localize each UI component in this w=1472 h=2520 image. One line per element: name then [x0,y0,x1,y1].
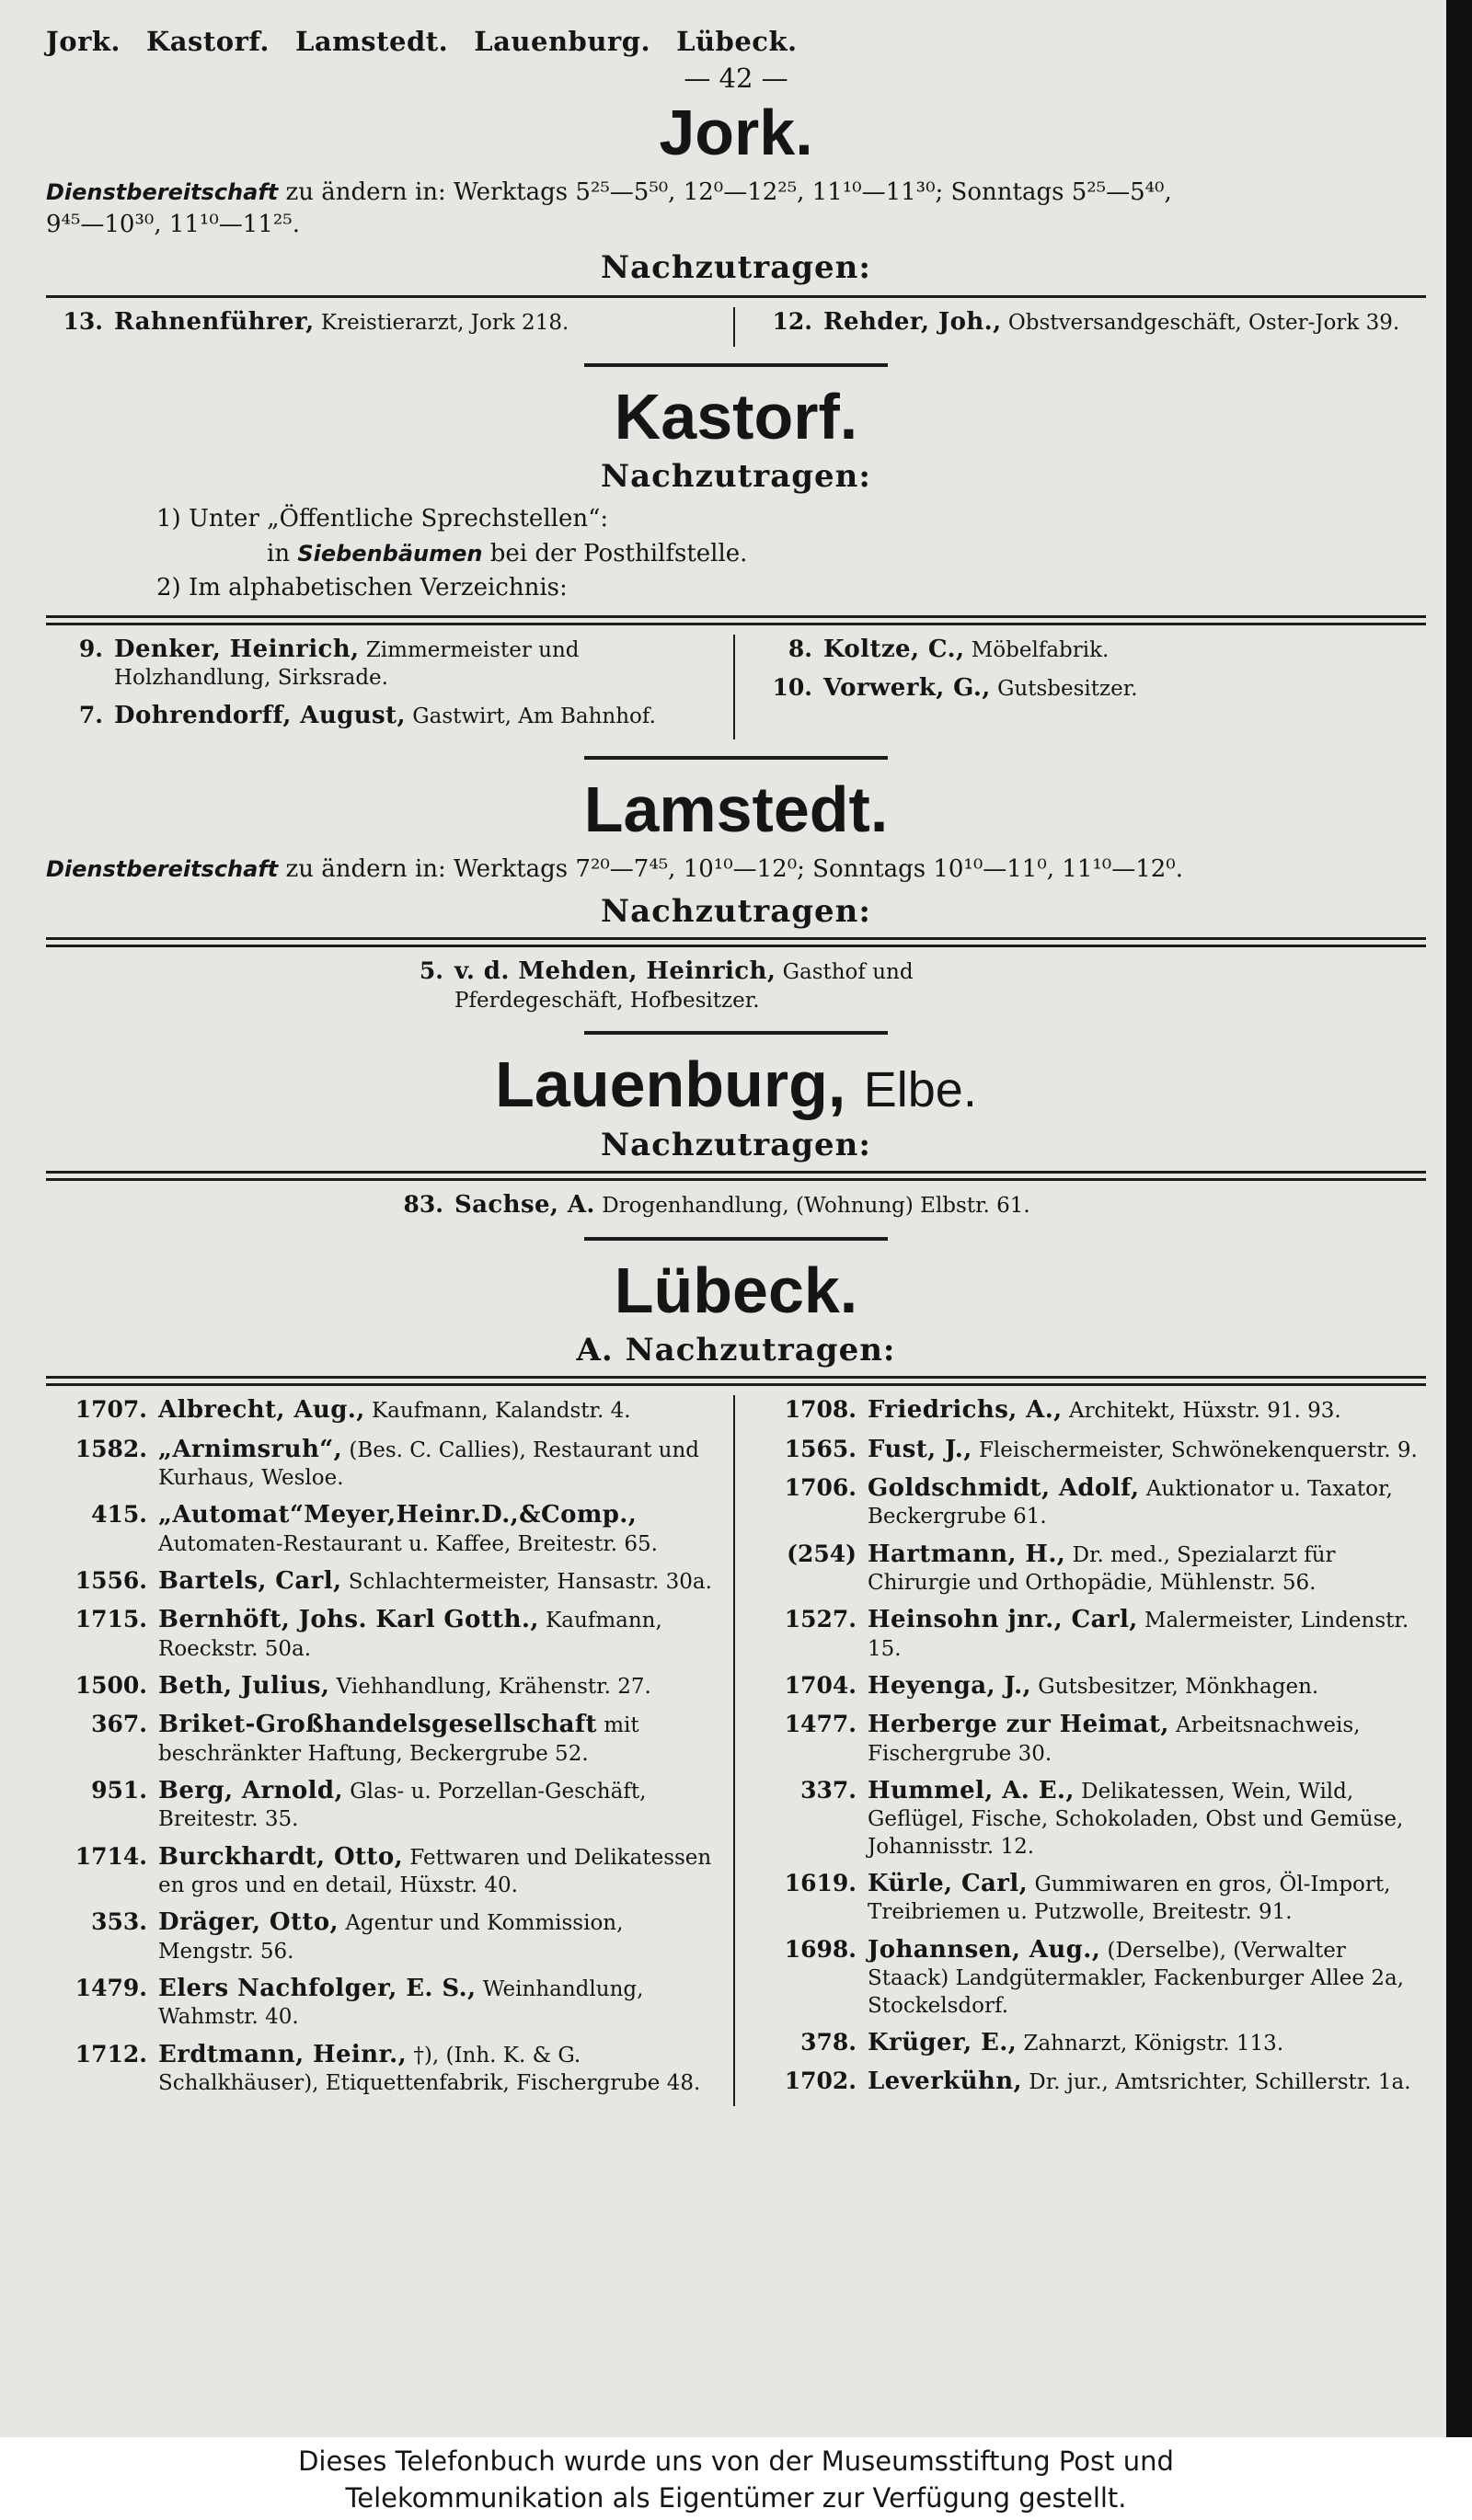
entry-desc: Gastwirt, Am Bahnhof. [412,704,656,728]
entry-desc: Arbeitsnachweis, Fischergrube 30. [868,1713,1361,1766]
entry-name: Berg, Arnold, [158,1777,343,1804]
entry-desc: Gutsbesitzer. [997,677,1138,702]
town-title-jork: Jork. [659,97,813,168]
note-line: 2) Im alphabetischen Verzeichnis: [156,574,568,602]
divider [46,1171,1426,1181]
entry-number: 13. [63,308,103,336]
entry-name: Friedrichs, A., [868,1396,1063,1425]
entry-name: Burckhardt, Otto, [158,1842,404,1871]
list-item [46,1907,717,1965]
entry-number: 1702. [784,2068,857,2095]
list-item [46,1566,717,1597]
entry-desc: †), (Inh. K. & G. Schalkhäuser), Etiquettenfabrik, Fischergrube 48. [158,2043,701,2096]
entry-desc: Möbelfabrik. [971,638,1110,663]
entry-desc: Gutsbesitzer, Mönkhagen. [1038,1675,1319,1700]
entry-desc: Malermeister, Lindenstr. 15. [868,1609,1409,1661]
entry-number: 8. [788,636,812,663]
entry-number: 1704. [784,1672,857,1700]
entry-number: 1527. [784,1606,857,1633]
list-item [755,1473,1426,1531]
entry-name: Briket-Großhandelsgesellschaft [158,1711,597,1739]
section-heading: A. Nachzutragen: [576,1332,896,1369]
entry-number: 5. [419,957,443,985]
entry-desc: Kreistierarzt, Jork 218. [320,311,569,336]
list-item [46,1842,717,1900]
entry-name: „Arnimsruh“, [158,1435,343,1463]
entry-number: 1706. [784,1473,857,1501]
entry-desc: Fleischermeister, Schwönekenquerstr. 9. [978,1438,1418,1462]
entry-desc: Weinhandlung, Wahmstr. 40. [158,1977,644,2030]
list-item [46,307,717,338]
entry-number: 367. [91,1711,147,1738]
entry-number: 12. [772,308,812,336]
entry-desc: Gummiwaren en gros, Öl-Import, Treibriemen u. Putzwolle, Breitestr. 91. [868,1873,1391,1925]
entry-number: 1565. [784,1435,857,1462]
list-item [755,1776,1426,1861]
running-head-item: Lauenburg. [474,26,651,57]
list-item [755,2067,1426,2097]
footer-line: Dieses Telefonbuch wurde uns von der Museumsstiftung Post und [298,2446,1174,2477]
entry-name: Fust, J., [868,1435,972,1463]
entry-desc: Automaten-Restaurant u. Kaffee, Breitestr. 65. [158,1531,658,1556]
divider [46,937,1426,947]
entry-number: 83. [403,1190,443,1218]
footer-credit [0,2437,1472,2520]
section-heading: Nachzutragen: [601,1126,871,1163]
list-item [755,1671,1426,1701]
page-edge-shadow [1446,0,1472,2437]
entry-name: Bartels, Carl, [158,1567,342,1596]
entry-name: Herberge zur Heimat, [868,1711,1169,1739]
list-item [755,1935,1426,2020]
section-divider [584,1237,888,1241]
town-title-luebeck: Lübeck. [614,1254,858,1326]
list-item [46,1974,717,2032]
entry-name: Erdtmann, Heinr., [158,2040,408,2068]
list-item [46,2040,717,2098]
entry-number: 1619. [784,1870,857,1897]
entry-number: 9. [78,636,103,663]
list-item [46,1605,717,1663]
entry-name: Elers Nachfolger, E. S., [158,1975,477,2003]
entries-kastorf [46,635,1426,739]
entry-name: v. d. Mehden, Heinrich, [454,957,776,986]
list-item [755,635,1426,665]
entry-name: Leverkühn, [868,2068,1022,2096]
entry-desc: Kaufmann, Roeckstr. 50a. [158,1609,662,1661]
list-item [755,1395,1426,1426]
entry-desc: (Bes. C. Callies), Restaurant und Kurhaus, Wesloe. [158,1438,700,1490]
list-item [755,1435,1426,1465]
duty-label: Dienstbereitschaft [46,855,279,882]
entry-name: Beth, Julius, [158,1672,330,1701]
page-number: — 42 — [684,63,788,94]
running-head [46,26,1426,57]
entry-desc: Dr. jur., Amtsrichter, Schillerstr. 1a. [1029,2070,1411,2095]
entry-name: Sachse, A. [454,1190,595,1219]
running-head-item: Lamstedt. [294,26,449,57]
entry-name: Dräger, Otto, [158,1908,339,1937]
list-item [755,1710,1426,1768]
duty-text: zu ändern in: Werktags 7²⁰—7⁴⁵, 10¹⁰—12⁰; Sonntags 10¹⁰—11⁰, 11¹⁰—12⁰. [278,854,1183,883]
running-head-item: Jork. [46,26,121,57]
section-divider [584,756,888,760]
entry-desc: Zimmermeister und Holzhandlung, Sirksrade. [114,638,580,691]
entry-name: Heyenga, J., [868,1672,1031,1701]
entry-name: Rahnenführer, [114,308,315,337]
list-item [755,673,1426,704]
town-title-lamstedt: Lamstedt. [583,773,889,846]
note-text: in [267,539,298,567]
entry-number: 1698. [784,1935,857,1963]
footer-line: Telekommunikation als Eigentümer zur Verfügung gestellt. [345,2482,1127,2514]
section-divider [584,363,888,367]
list-item [386,1190,1086,1220]
list-item [46,1395,717,1426]
duty-hours-jork [46,177,1426,243]
entry-name: Kürle, Carl, [868,1870,1029,1898]
entry-name: Denker, Heinrich, [114,636,360,664]
entry-number: 951. [91,1777,147,1804]
entry-number: 337. [800,1777,857,1804]
entry-name: Vorwerk, G., [823,674,991,703]
entry-number: 10. [772,674,812,702]
entry-desc: Fettwaren und Delikatessen en gros und en detail, Hüxstr. 40. [158,1845,712,1897]
list-item [386,956,1086,1014]
entry-name: Rehder, Joh., [823,308,1002,337]
divider [46,1376,1426,1386]
running-head-item: Lübeck. [676,26,798,57]
entry-number: 1500. [75,1672,147,1700]
entry-name: Dohrendorff, August, [114,701,406,729]
entry-number: 415. [91,1501,147,1529]
page-content [46,26,1426,2106]
section-heading: Nachzutragen: [601,249,871,287]
entry-name: Krüger, E., [868,2028,1018,2056]
entry-name: „Automat“Meyer,Heinr.D.,&Comp., [158,1501,638,1529]
list-item [46,701,717,731]
list-item [46,1435,717,1493]
entry-number: (254) [787,1540,857,1567]
entry-number: 1477. [784,1711,857,1738]
list-item [755,307,1426,338]
list-item [46,1710,717,1768]
entries-luebeck [46,1395,1426,2105]
note-text: bei der Posthilfstelle. [482,539,748,567]
entry-name: Hummel, A. E., [868,1777,1075,1804]
entry-desc: Obstversandgeschäft, Oster-Jork 39. [1007,311,1400,336]
entry-number: 1712. [75,2040,147,2068]
list-item [46,1500,717,1558]
duty-text: 9⁴⁵—10³⁰, 11¹⁰—11²⁵. [46,211,300,239]
entry-number: 1479. [75,1975,147,2002]
entry-desc: Architekt, Hüxstr. 91. 93. [1068,1399,1341,1424]
list-item [755,2028,1426,2058]
running-head-item: Kastorf. [146,26,270,57]
divider [46,615,1426,625]
entry-name: Hartmann, H., [868,1540,1066,1568]
entry-number: 1715. [75,1606,147,1633]
entry-name: Koltze, C., [823,636,965,664]
entry-number: 1582. [75,1435,147,1462]
note-place: Siebenbäumen [297,540,483,567]
town-name: Lauenburg, [495,1048,846,1121]
column-right [735,1395,1426,2105]
entry-name: Goldschmidt, Adolf, [868,1473,1140,1502]
entry-desc: Schlachtermeister, Hansastr. 30a. [348,1570,712,1595]
entry-name: Bernhöft, Johs. Karl Gotth., [158,1606,539,1634]
duty-hours-lamstedt [46,853,1426,887]
entry-name: Albrecht, Aug., [158,1396,365,1425]
entry-number: 1708. [784,1396,857,1424]
entry-desc: Drogenhandlung, (Wohnung) Elbstr. 61. [602,1193,1030,1218]
duty-label: Dienstbereitschaft [46,178,279,205]
entry-desc: Auktionator u. Taxator, Beckergrube 61. [868,1476,1393,1529]
entries-jork [46,307,1426,346]
entry-number: 353. [91,1908,147,1936]
entry-name: Johannsen, Aug., [868,1935,1101,1964]
entry-number: 7. [78,701,103,728]
column-left [46,1395,735,2105]
entry-name: Heinsohn jnr., Carl, [868,1606,1138,1634]
list-item [46,1776,717,1834]
town-title-kastorf: Kastorf. [614,380,858,452]
entry-desc: Gasthof und Pferdegeschäft, Hofbesitzer. [454,960,914,1013]
entry-desc: Dr. med., Spezialarzt für Chirurgie und Orthopädie, Mühlenstr. 56. [868,1542,1336,1595]
entry-desc: Delikatessen, Wein, Wild, Geflügel, Fische, Schokoladen, Obst und Gemüse, Johannisstr. 12. [868,1780,1404,1859]
list-item [46,1671,717,1701]
entry-desc: Zahnarzt, Königstr. 113. [1023,2031,1284,2056]
note-line: 1) Unter „Öffentliche Sprechstellen“: [156,505,609,533]
entry-number: 1556. [75,1567,147,1595]
list-item [755,1540,1426,1598]
entry-number: 1714. [75,1842,147,1870]
duty-text: zu ändern in: Werktags 5²⁵—5⁵⁰, 12⁰—12²⁵, 11¹⁰—11³⁰; Sonntags 5²⁵—5⁴⁰, [278,178,1172,206]
section-heading: Nachzutragen: [601,458,871,496]
entry-number: 378. [800,2028,857,2056]
entry-desc: mit beschränkter Haftung, Beckergrube 52. [158,1713,639,1766]
list-item [755,1869,1426,1927]
entry-desc: (Derselbe), (Verwalter Staack) Landgütermakler, Fackenburger Allee 2a, Stockelsdorf. [868,1938,1404,2018]
entry-desc: Kaufmann, Kalandstr. 4. [372,1399,631,1424]
list-item [46,635,717,693]
section-divider [584,1031,888,1035]
entry-number: 1707. [75,1396,147,1424]
entry-desc: Agentur und Kommission, Mengstr. 56. [158,1911,624,1964]
note-line [156,537,1426,572]
kastorf-notes [156,502,1426,606]
entry-desc: Viehhandlung, Krähenstr. 27. [336,1675,651,1700]
list-item [755,1605,1426,1663]
entry-desc: Glas- u. Porzellan-Geschäft, Breitestr. 35. [158,1780,647,1832]
divider [46,295,1426,298]
town-subtitle: Elbe. [863,1062,977,1118]
town-title-lauenburg [46,1048,1426,1121]
section-heading: Nachzutragen: [601,893,871,931]
